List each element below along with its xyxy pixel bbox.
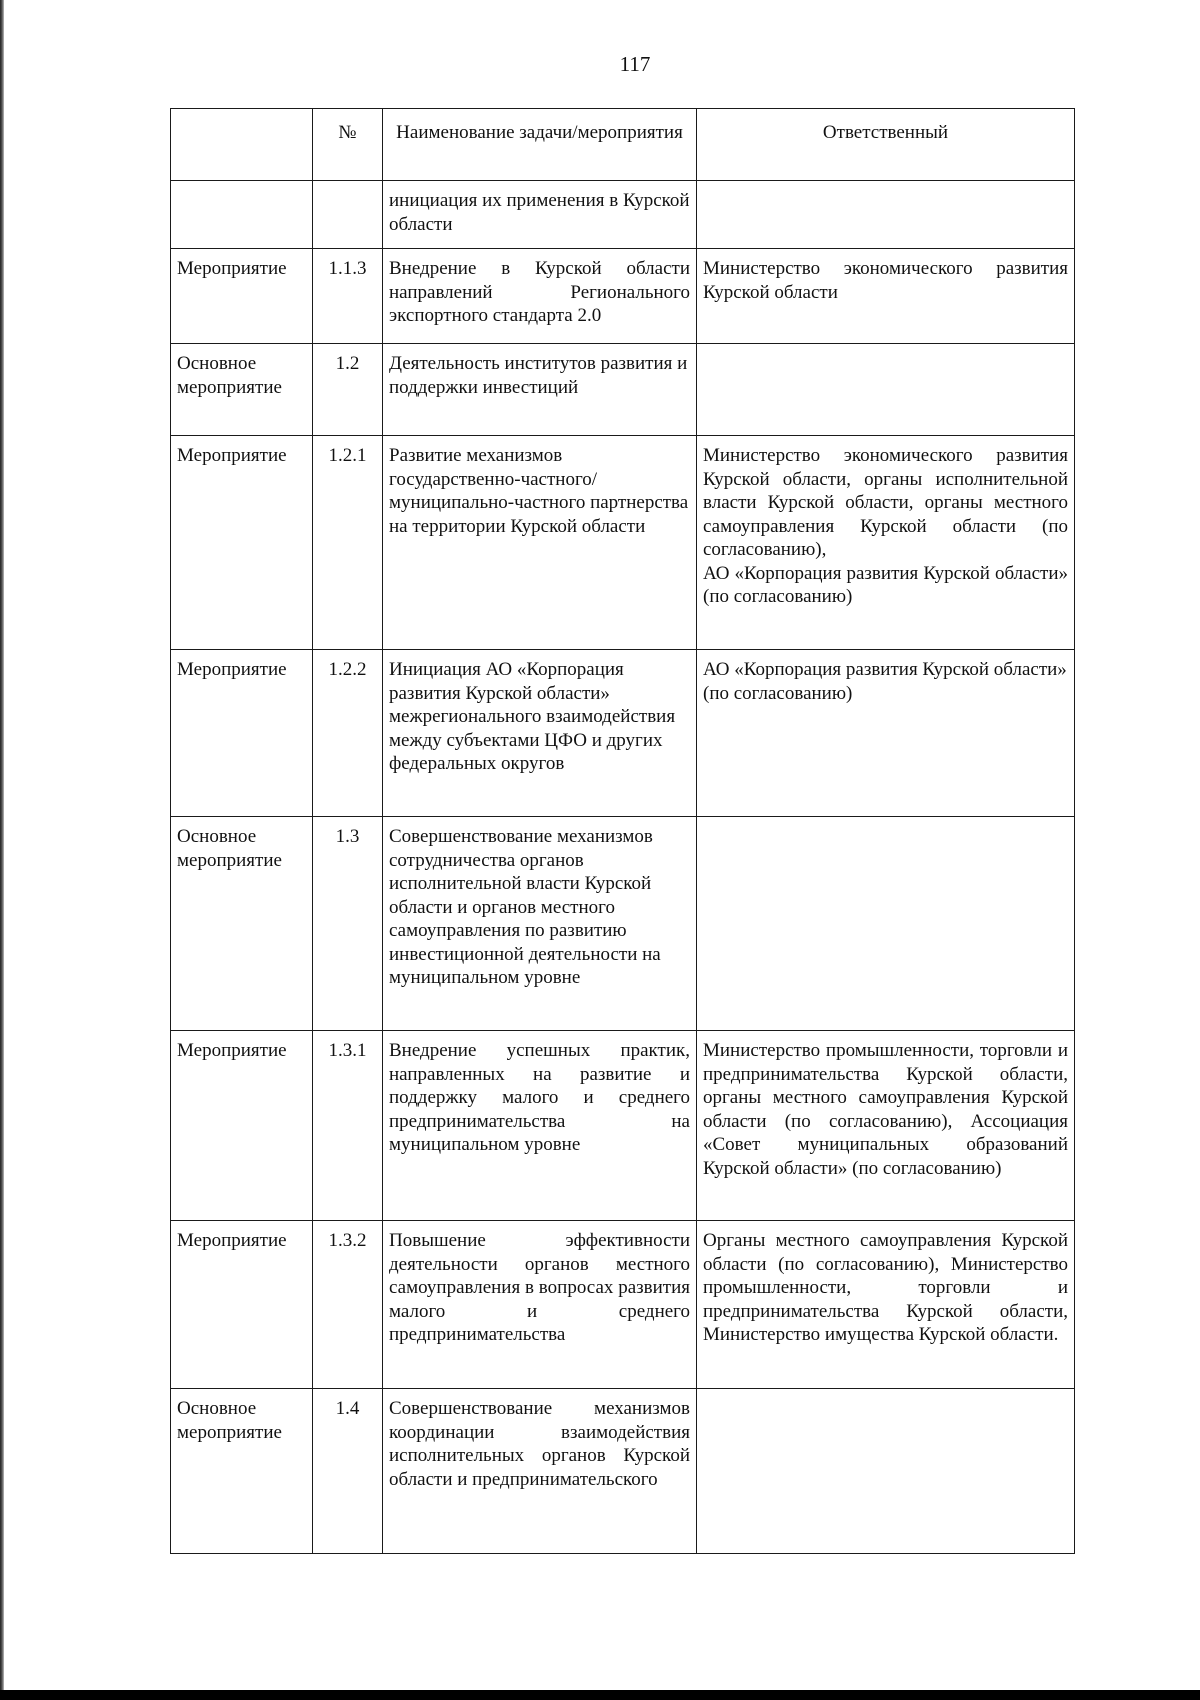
row-responsible [697,817,1075,1031]
row-type: Мероприятие [171,1031,313,1221]
scan-edge-left [0,0,4,1700]
row-number: 1.1.3 [313,249,383,344]
table-row [171,817,1075,1031]
row-name: Внедрение успешных практик, направленных на развитие и поддержку малого и среднего предпринимательства на муниципальном уровне [383,1031,697,1221]
table-header-row [171,109,1075,181]
row-type: Мероприятие [171,436,313,650]
row-type: Основное мероприятие [171,344,313,436]
table-row [171,344,1075,436]
row-number [313,181,383,249]
row-number: 1.2.1 [313,436,383,650]
row-number: 1.3 [313,817,383,1031]
row-responsible: Министерство экономического развития Курской области, органы исполнительной власти Курской области, органы местного самоуправления Курской области (по согласованию), АО «Корпорация развития Курской области» (по согласованию) [697,436,1075,650]
row-responsible [697,181,1075,249]
row-number: 1.2 [313,344,383,436]
row-type [171,181,313,249]
row-type: Мероприятие [171,249,313,344]
table-row [171,1221,1075,1389]
header-name: Наименование задачи/мероприятия [383,109,697,181]
page-number: 117 [619,52,651,76]
table-row [171,1389,1075,1554]
activities-table [170,108,1075,1554]
row-number: 1.3.2 [313,1221,383,1389]
row-number: 1.4 [313,1389,383,1554]
row-type: Основное мероприятие [171,817,313,1031]
row-responsible [697,1389,1075,1554]
row-name: Деятельность институтов развития и поддержки инвестиций [383,344,697,436]
row-number: 1.2.2 [313,650,383,817]
row-responsible: Министерство экономического развития Курской области [697,249,1075,344]
row-name: Развитие механизмов государственно-частного/муниципально-частного партнерства на территории Курской области [383,436,697,650]
header-type [171,109,313,181]
header-number: № [313,109,383,181]
row-responsible: АО «Корпорация развития Курской области» (по согласованию) [697,650,1075,817]
row-name: Совершенствование механизмов сотрудничества органов исполнительной власти Курской области и органов местного самоуправления по развитию инвестиционной деятельности на муниципальном уровне [383,817,697,1031]
row-name: Повышение эффективности деятельности органов местного самоуправления в вопросах развития малого и среднего предпринимательства [383,1221,697,1389]
row-number: 1.3.1 [313,1031,383,1221]
row-type: Основное мероприятие [171,1389,313,1554]
table-row [171,249,1075,344]
table-row [171,436,1075,650]
row-name: инициация их применения в Курской области [383,181,697,249]
table-row [171,1031,1075,1221]
row-responsible: Министерство промышленности, торговли и предпринимательства Курской области, органы местного самоуправления Курской области (по согласованию), Ассоциация «Совет муниципальных образований Курской области» (по согласованию) [697,1031,1075,1221]
row-responsible [697,344,1075,436]
header-responsible: Ответственный [697,109,1075,181]
row-name: Инициация АО «Корпорация развития Курской области» межрегионального взаимодействия между субъектами ЦФО и других федеральных округов [383,650,697,817]
row-name: Совершенствование механизмов координации взаимодействия исполнительных органов Курской области и предпринимательского [383,1389,697,1554]
table-row [171,181,1075,249]
row-responsible: Органы местного самоуправления Курской области (по согласованию), Министерство промышленности, торговли и предпринимательства Курской области, Министерство имущества Курской области. [697,1221,1075,1389]
row-name: Внедрение в Курской области направлений Регионального экспортного стандарта 2.0 [383,249,697,344]
row-type: Мероприятие [171,1221,313,1389]
scan-edge-bottom [0,1690,1200,1700]
row-type: Мероприятие [171,650,313,817]
table-row [171,650,1075,817]
